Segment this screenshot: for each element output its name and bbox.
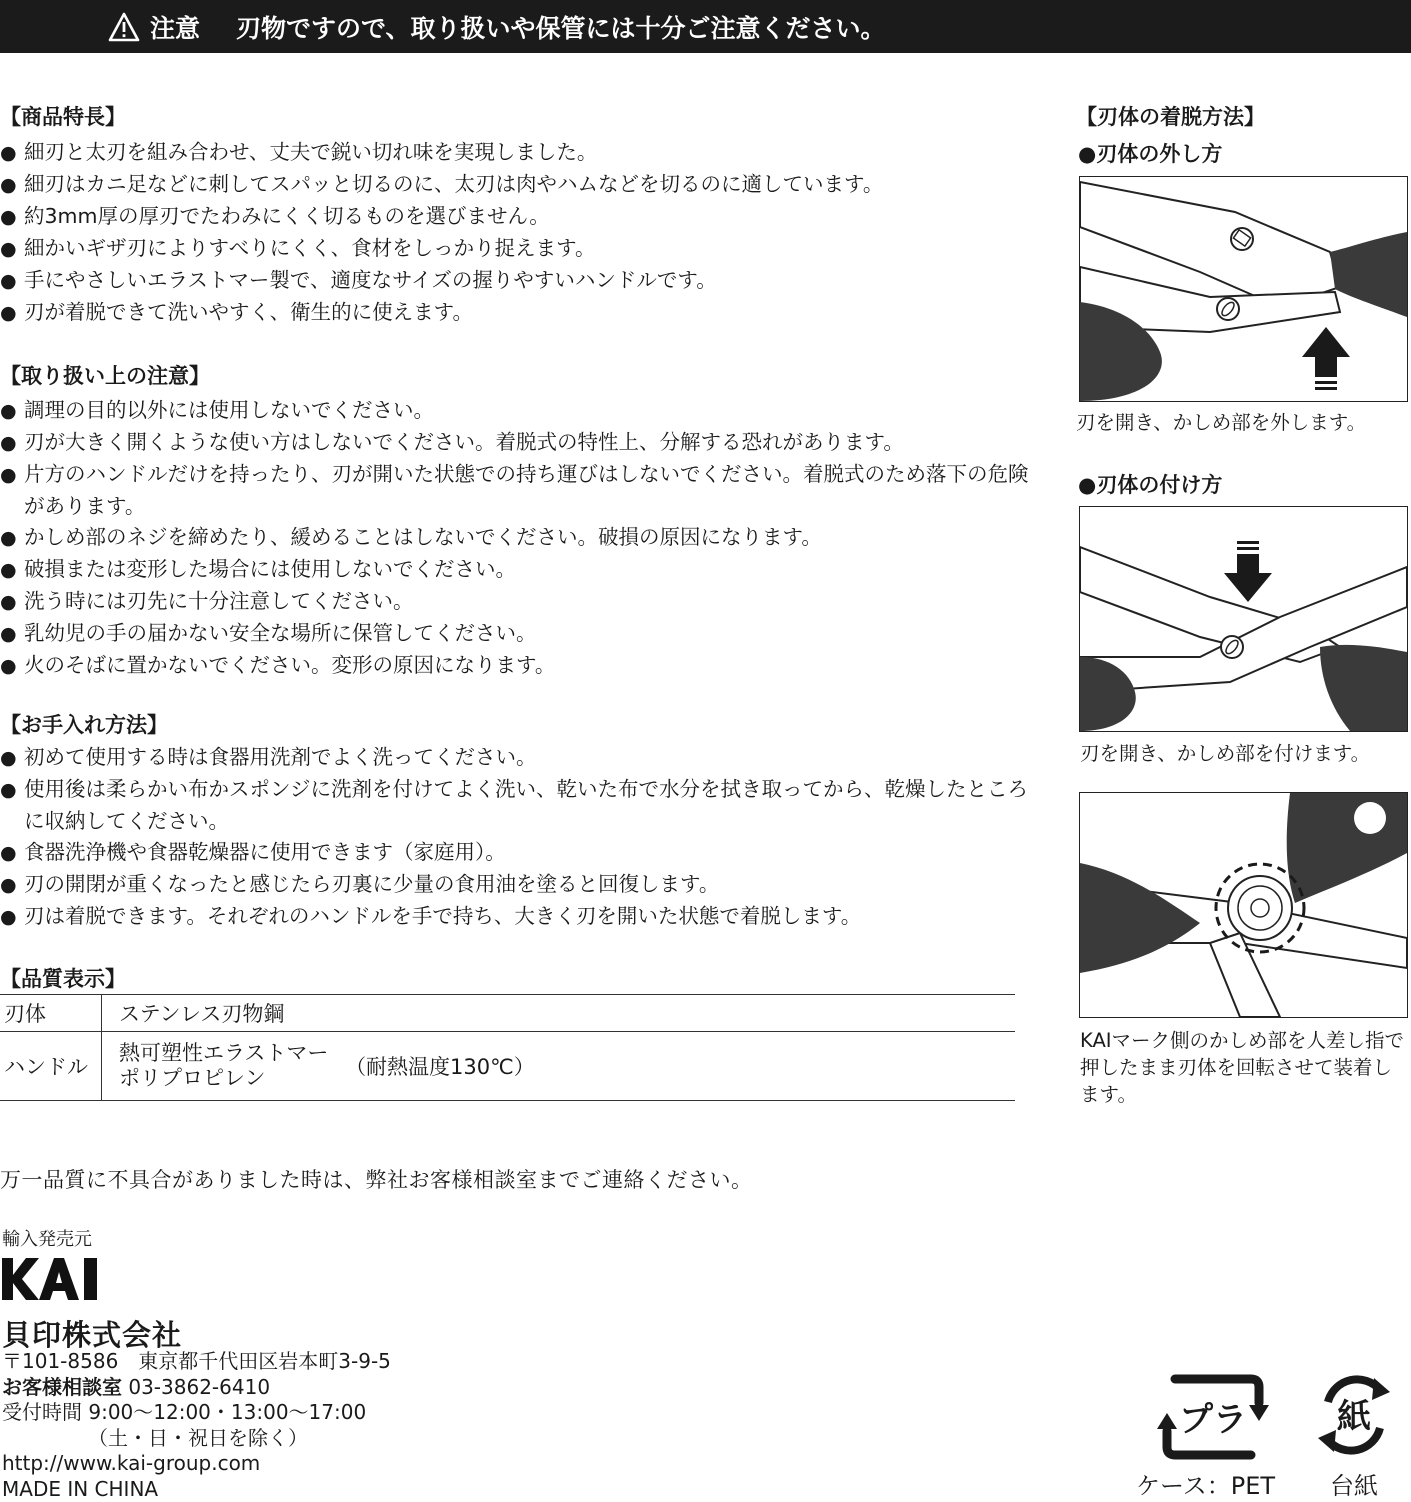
scissors-open-illustration (1080, 177, 1407, 401)
hours-note: （土・日・祝日を除く） (2, 1426, 391, 1452)
company-address: 〒101-8586 東京都千代田区岩本町3-9-5 (2, 1349, 391, 1375)
list-item: ● 初めて使用する時は食器用洗剤でよく洗ってください。 (0, 742, 1030, 774)
list-item: ● 刃が大きく開くような使い方はしないでください。着脱式の特性上、分解する恐れがあります。 (0, 427, 1030, 459)
attach-illustration (1079, 506, 1408, 732)
paper-recycle-mark-icon (1314, 1372, 1394, 1458)
company-name: 貝印株式会社 (2, 1313, 182, 1354)
paper-mark-text: 紙 (1336, 1397, 1371, 1437)
origin: MADE IN CHINA (2, 1477, 391, 1502)
company-info (2, 1349, 391, 1502)
list-item: ● 細刃と太刃を組み合わせ、丈夫で鋭い切れ味を実現しました。 (0, 137, 1030, 169)
pla-mark-text: プラ (1179, 1400, 1247, 1440)
list-item: ● 刃の開閉が重くなったと感じたら刃裏に少量の食用油を塗ると回復します。 (0, 869, 1030, 901)
paper-caption: 台紙 (1330, 1466, 1378, 1501)
list-item: ● 破損または変形した場合には使用しないでください。 (0, 554, 1030, 586)
table-row (0, 995, 1015, 1032)
list-item: ● 約3mm厚の厚刃でたわみにくく切るものを選びません。 (0, 201, 1030, 233)
kai-logo (2, 1258, 102, 1300)
importer-label: 輸入発売元 (2, 1225, 92, 1251)
blade-section-heading: 【刃体の着脱方法】 (1076, 101, 1265, 131)
warning-word: 注意 (150, 9, 200, 45)
hours-value: 9:00〜12:00・13:00〜17:00 (88, 1400, 366, 1424)
table-row (0, 1032, 1015, 1101)
care-heading: 【お手入れ方法】 (0, 709, 168, 739)
quality-heading: 【品質表示】 (0, 963, 126, 993)
hours-label: 受付時間 (2, 1400, 82, 1424)
plastic-recycle-mark-icon (1155, 1367, 1271, 1467)
list-item: ● 細かいギザ刃によりすべりにくく、食材をしっかり捉えます。 (0, 233, 1030, 265)
list-item: ● 食器洗浄機や食器乾燥器に使用できます（家庭用）。 (0, 837, 1030, 869)
handle-material-2: ポリプロピレン (119, 1066, 265, 1090)
phone-number: 03-3862-6410 (128, 1375, 270, 1399)
attach-heading: ●刃体の付け方 (1078, 469, 1222, 499)
care-list (0, 742, 1030, 933)
list-item: ● 手にやさしいエラストマー製で、適度なサイズの握りやすいハンドルです。 (0, 265, 1030, 297)
contact-note: 万一品質に不具合がありました時は、弊社お客様相談室までご連絡ください。 (0, 1164, 753, 1194)
handling-heading: 【取り扱い上の注意】 (0, 360, 210, 390)
company-url: http://www.kai-group.com (2, 1451, 391, 1477)
warning-text: 刃物ですので、取り扱いや保管には十分ご注意ください。 (236, 9, 886, 45)
phone-line (2, 1375, 391, 1401)
features-list (0, 137, 1030, 329)
handling-list (0, 395, 1030, 682)
handle-materials (119, 1041, 328, 1091)
scissors-attach-illustration (1080, 507, 1407, 731)
remove-illustration (1079, 176, 1408, 402)
list-item: ● 刃が着脱できて洗いやすく、衛生的に使えます。 (0, 297, 1030, 329)
list-item: ● 調理の目的以外には使用しないでください。 (0, 395, 1030, 427)
handle-label: ハンドル (0, 1032, 102, 1101)
quality-table (0, 994, 1015, 1101)
list-item: ● 細刃はカニ足などに刺してスパッと切るのに、太刃は肉やハムなどを切るのに適しています。 (0, 169, 1030, 201)
heat-resistance: （耐熱温度130℃） (345, 1051, 535, 1081)
pla-caption: ケース：PET (1136, 1466, 1275, 1501)
hours-line (2, 1400, 391, 1426)
list-item: ● 片方のハンドルだけを持ったり、刃が開いた状態での持ち運びはしないでください。着脱式のため落下の危険があります。 (0, 459, 1030, 522)
phone-label: お客様相談室 (2, 1375, 122, 1399)
list-item: ● 火のそばに置かないでください。変形の原因になります。 (0, 650, 1030, 682)
rotate-illustration (1079, 792, 1408, 1018)
handle-material-1: 熱可塑性エラストマー (119, 1041, 328, 1065)
handle-value (102, 1032, 1016, 1101)
scissors-pivot-illustration (1080, 793, 1407, 1017)
list-item: ● 刃は着脱できます。それぞれのハンドルを手で持ち、大きく刃を開いた状態で着脱します。 (0, 901, 1030, 933)
attach-caption: 刃を開き、かしめ部を付けます。 (1080, 740, 1370, 767)
warning-triangle-icon (108, 12, 140, 42)
list-item: ● 乳幼児の手の届かない安全な場所に保管してください。 (0, 618, 1030, 650)
remove-heading: ●刃体の外し方 (1078, 138, 1222, 168)
list-item: ● かしめ部のネジを締めたり、緩めることはしないでください。破損の原因になります。 (0, 522, 1030, 554)
warning-banner (0, 0, 1411, 53)
features-heading: 【商品特長】 (0, 101, 126, 131)
list-item: ● 洗う時には刃先に十分注意してください。 (0, 586, 1030, 618)
remove-caption: 刃を開き、かしめ部を外します。 (1076, 409, 1366, 436)
blade-value: ステンレス刃物鋼 (102, 995, 1016, 1032)
list-item: ● 使用後は柔らかい布かスポンジに洗剤を付けてよく洗い、乾いた布で水分を拭き取ってから、乾燥したところに収納してください。 (0, 774, 1030, 837)
rotate-caption: KAIマーク側のかしめ部を人差し指で押したまま刃体を回転させて装着します。 (1080, 1027, 1410, 1108)
blade-label: 刃体 (0, 995, 102, 1032)
